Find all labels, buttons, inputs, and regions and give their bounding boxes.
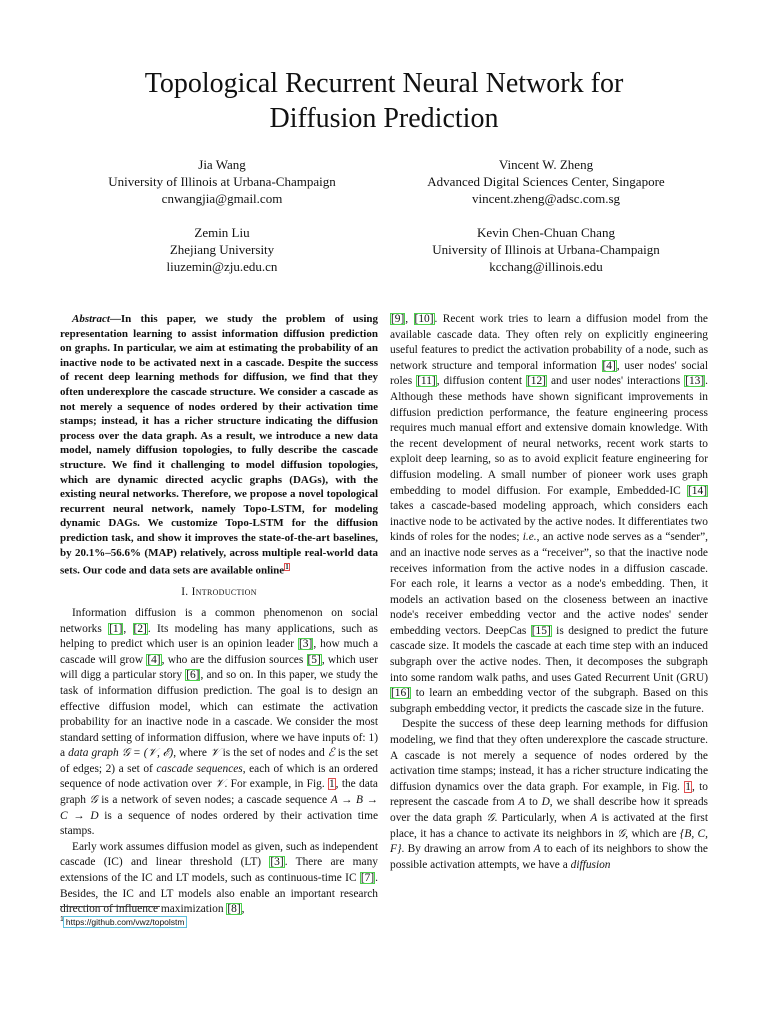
abstract-label: Abstract: [72, 313, 110, 325]
footnote-ref[interactable]: 1: [285, 563, 289, 572]
author-name: Jia Wang: [198, 157, 246, 172]
paper-title: [0, 66, 768, 136]
author-name: Zemin Liu: [194, 225, 250, 240]
title-line-2: Diffusion Prediction: [269, 103, 499, 134]
citation-link[interactable]: [8]: [227, 903, 241, 916]
citation-link[interactable]: [15]: [531, 624, 551, 637]
footnote-mark: 1: [60, 916, 64, 923]
section-title: Introduction: [191, 586, 257, 599]
author-email: liuzemin@zju.edu.cn: [166, 259, 278, 274]
footnote: [60, 914, 186, 928]
title-line-1: Topological Recurrent Neural Network for: [144, 68, 624, 99]
left-column: [60, 312, 378, 918]
citation-link[interactable]: [2]: [133, 622, 147, 635]
intro-paragraph-3: Despite the success of these deep learning methods for diffusion modeling, we find that they often underexplore the cascade structure. A cascade is not merely a sequence of nodes ordered by the activation time stamps; instead, it has a richer structure indicating the diffusion dynamics over the data graph. For example, in Fig. 1, to represent the cascade from A to D, we shall describe how it spreads over the data graph 𝒢. Particularly, when A is activated at the first place, it has a chance to activate its neighbors in 𝒢, which are {B, C, F}. By drawing an arrow from A to each of its neighbors to show the possible activation attempts, we have a diffusion: [390, 718, 709, 871]
author-block-2: [376, 156, 716, 207]
author-block-3: [52, 224, 392, 275]
intro-paragraph-2-cont: [9], [10]. Recent work tries to learn a diffusion model from the available cascade data. They often rely on explicitly engineering useful features to predict the activation probability of a node, such as network structure and temporal information [4], user nodes' social roles [11], diffusion content [12] and user nodes' interactions [13]. Although these methods have shown significant improvements in diffusion prediction performance, the feature engineering process requires much manual effort and extensive domain knowledge. With the recent development of neural networks, recent work starts to exploit deep learning, so as to avoid explicit feature engineering for diffusion modeling. A small number of pioneer work uses graph embedding to model diffusion. For example, Embedded-IC [14] takes a cascade-based modeling approach, which considers each inactive node to be activated by the active nodes. It differentiates two kinds of roles for the nodes; i.e., an active node serves as a “sender”, and an inactive node serves as a “receiver”, so that the inactive node receives information from the active nodes in a diffusion cascade. For each role, it learns a vector as a node's embedding. Then, it models an activation based on the closeness between an inactive node's receiver embedding vector and the active nodes' sender embedding vectors. DeepCas [15] is designed to predict the future cascade size. It models the cascade at each time step with an induced subgraph over the active nodes. Then, it decomposes the subgraph into some random walk paths, and uses Gated Recurrent Unit (GRU) [16] to learn an embedding vector of the subgraph. Based on this subgraph embedding vector, it predicts the cascade size in the future.: [390, 313, 709, 715]
intro-paragraph-2: Early work assumes diffusion model as given, such as independent cascade (IC) and linear threshold (LT) [3]. There are many extensions of the IC and LT models, such as continuous-time IC [7]. Besides, the IC and LT models also enable an important research direction of influence maximization [8],: [60, 840, 378, 916]
citation-link[interactable]: [4]: [602, 359, 616, 372]
footnote-url-link[interactable]: https://github.com/vwz/topolstm: [65, 916, 185, 927]
figure-link[interactable]: 1: [328, 778, 335, 791]
right-column: [390, 312, 708, 873]
citation-link[interactable]: [4]: [147, 653, 161, 666]
footnote-rule: [60, 906, 160, 907]
citation-link[interactable]: [13]: [685, 375, 705, 388]
author-affiliation: Advanced Digital Sciences Center, Singapore: [427, 174, 665, 189]
author-block-1: [52, 156, 392, 207]
citation-link[interactable]: [1]: [109, 622, 123, 635]
citation-link[interactable]: [3]: [270, 856, 284, 869]
author-affiliation: University of Illinois at Urbana-Champaign: [432, 242, 660, 257]
author-name: Kevin Chen-Chuan Chang: [477, 225, 615, 240]
citation-link[interactable]: [6]: [186, 669, 200, 682]
citation-link[interactable]: [10]: [414, 313, 434, 325]
abstract-text: —In this paper, we study the problem of using representation learning to assist information diffusion prediction on graphs. In particular, we aim at estimating the probability of an inactive node to be activated next in a cascade. Despite the success of recent deep learning methods for diffusion, we find that they often underexplore the cascade structure. We consider a cascade as not merely a sequence of nodes ordered by their activation time stamps; instead, it has a richer structure indicating the diffusion process over the data graph. As a result, we introduce a new data model, namely diffusion topologies, to fully describe the cascade structure. We find it challenging to model diffusion topologies, which are dynamic directed acyclic graphs (DAGs), with the existing neural networks. Therefore, we propose a novel topological recurrent neural network, namely Topo-LSTM, for modeling dynamic DAGs. We customize Topo-LSTM for the diffusion prediction task, and show it improves the state-of-the-art baselines, by 20.1%–56.6% (MAP) relatively, across multiple real-world data sets. Our code and data sets are available online: [60, 313, 378, 577]
abstract: [60, 312, 378, 578]
citation-link[interactable]: [9]: [391, 313, 405, 325]
citation-link[interactable]: [11]: [417, 375, 436, 388]
author-name: Vincent W. Zheng: [498, 157, 594, 172]
author-email: kcchang@illinois.edu: [489, 259, 603, 274]
figure-link[interactable]: 1: [685, 780, 691, 793]
author-affiliation: Zhejiang University: [169, 242, 275, 257]
section-heading: [60, 585, 378, 601]
author-affiliation: University of Illinois at Urbana-Champaign: [108, 174, 336, 189]
citation-link[interactable]: [7]: [360, 872, 375, 885]
author-block-4: [376, 224, 716, 275]
citation-link[interactable]: [16]: [391, 687, 410, 700]
intro-paragraph-1: Information diffusion is a common phenomenon on social networks [1], [2]. Its modeling has many applications, such as helping to predict which user is an opinion leader [3], how much a cascade will grow [4], who are the diffusion sources [5], which user will digg a particular story [6], and so on. In this paper, we study the task of information diffusion prediction. The goal is to design an effective diffusion model, which can estimate the activation probability for an inactive node in a cascade. We consider the most standard setting of information diffusion, where we have inputs of: 1) a data graph 𝒢 = (𝒱, ℰ), where 𝒱 is the set of nodes and ℰ is the set of edges; 2) a set of cascade sequences, each of which is an ordered sequence of node activation over 𝒱. For example, in Fig. 1, the data graph 𝒢 is a network of seven nodes; a cascade sequence A → B → C → D is a sequence of nodes ordered by their activation time stamps.: [60, 606, 379, 838]
citation-link[interactable]: [5]: [307, 653, 321, 666]
section-number: I.: [181, 586, 189, 599]
author-email: vincent.zheng@adsc.com.sg: [471, 191, 621, 206]
author-email: cnwangjia@gmail.com: [161, 191, 283, 206]
citation-link[interactable]: [3]: [299, 638, 313, 651]
citation-link[interactable]: [12]: [527, 375, 546, 388]
citation-link[interactable]: [14]: [688, 484, 707, 497]
